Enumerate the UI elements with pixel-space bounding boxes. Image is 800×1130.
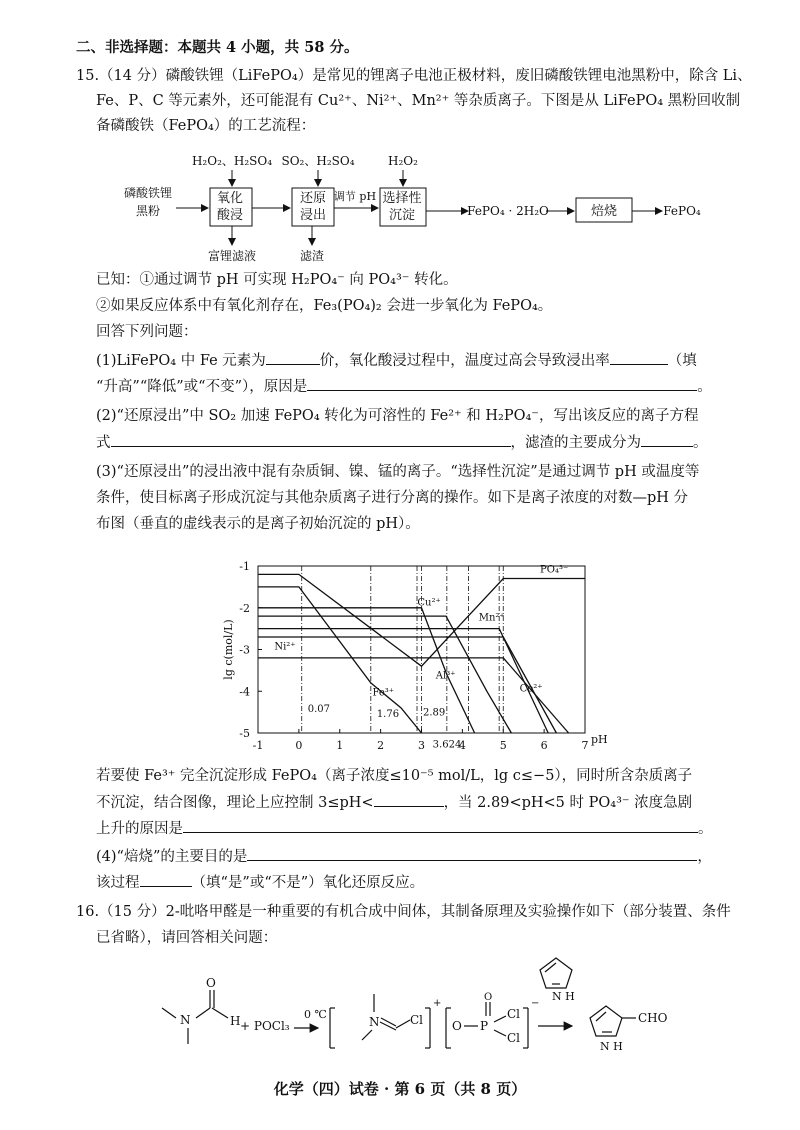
threshold-annotation: 0.07 bbox=[307, 704, 331, 716]
q15-part2-text-b: 式 bbox=[96, 435, 111, 451]
flow-reagent2: SO₂、H₂SO₄ bbox=[281, 154, 355, 168]
q15-part3-line2: 条件，使目标离子形成沉淀与其他杂质离子进行分离的操作。如下是离子浓度的对数—pH 分 bbox=[96, 490, 689, 506]
pyrrole-reagent-nh-label: N H bbox=[552, 990, 575, 1003]
q15-part3-line6: 上升的原因是 。 bbox=[96, 818, 713, 839]
flow-box2-line2: 浸出 bbox=[299, 208, 327, 223]
section-title: 二、非选择题：本题共 4 小题，共 58 分。 bbox=[76, 39, 359, 56]
flow-reagent3: H₂O₂ bbox=[388, 154, 418, 168]
series-label: Ni²⁺ bbox=[274, 641, 296, 653]
q16-intro-line1: 16.（15 分）2-吡咯甲醛是一种重要的有机合成中间体，其制备原理及实验操作如下（部分装置、条件 bbox=[76, 904, 731, 920]
threshold-annotation: 2.89 bbox=[423, 707, 446, 719]
flow-box2-line1: 还原 bbox=[299, 191, 327, 206]
x-tick-label: 5 bbox=[499, 739, 507, 752]
y-tick-label: -3 bbox=[239, 643, 250, 657]
flow-reagent1: H₂O₂、H₂SO₄ bbox=[191, 154, 273, 168]
series-label: Cu²⁺ bbox=[417, 597, 441, 609]
anion-charge: − bbox=[531, 998, 540, 1009]
q15-part3-text-g: 上升的原因是 bbox=[96, 821, 183, 837]
flow-output1: 富锂滤液 bbox=[207, 249, 257, 263]
q15-part1-text-c: （填 bbox=[667, 353, 697, 369]
flow-product1: FePO₄ · 2H₂O bbox=[467, 204, 549, 218]
cation-charge: + bbox=[433, 998, 442, 1009]
q15-part4-text-b: 该过程 bbox=[96, 875, 140, 891]
flow-input-line2: 黑粉 bbox=[135, 204, 161, 218]
series-label: Co²⁺ bbox=[519, 683, 543, 695]
x-tick-label: 2 bbox=[377, 739, 385, 752]
q15-answer-prompt: 回答下列问题： bbox=[96, 324, 198, 340]
q15-part3-text-e: 不沉淀，结合图像，理论上应控制 3≤pH< bbox=[96, 795, 374, 811]
q15-part2-text-c: ，滤渣的主要成分为 bbox=[510, 435, 641, 451]
flow-adjust-ph: 调节 pH bbox=[333, 190, 377, 203]
flow-output2: 滤渣 bbox=[299, 249, 325, 263]
dmf-n-label: N bbox=[180, 1013, 191, 1027]
q15-known2: ②如果反应体系中有氧化剂存在，Fe₃(PO₄)₂ 会进一步氧化为 FePO₄。 bbox=[96, 298, 553, 314]
q15-part1-text-b: 价，氧化酸浸过程中，温度过高会导致浸出率 bbox=[319, 353, 610, 369]
series-label: Al³⁺ bbox=[435, 670, 456, 682]
x-axis-label: pH bbox=[591, 733, 608, 746]
dmf-o-label: O bbox=[206, 976, 216, 990]
y-tick-label: -2 bbox=[239, 601, 250, 615]
threshold-annotation: 1.76 bbox=[376, 709, 400, 721]
q15-part1-text-d: “升高”“降低”或“不变”），原因是 bbox=[96, 379, 308, 395]
q15-part3-line1: (3)“还原浸出”的浸出液中混有杂质铜、镍、锰的离子。“选择性沉淀”是通过调节 pH 或温度等 bbox=[96, 464, 700, 480]
flow-box4: 焙烧 bbox=[590, 204, 618, 219]
anion-cl2-label: Cl bbox=[507, 1031, 521, 1045]
q15-part2-line1: (2)“还原浸出”中 SO₂ 加速 FePO₄ 转化为可溶性的 Fe²⁺ 和 H₂PO₄⁻，写出该反应的离子方程 bbox=[96, 408, 699, 424]
series-label: PO₄³⁻ bbox=[540, 564, 569, 576]
q15-part3-line3: 布图（垂直的虚线表示的是离子初始沉淀的 pH）。 bbox=[96, 516, 420, 532]
q16-intro-line2: 已省略），请回答相关问题： bbox=[96, 930, 278, 946]
dmf-h-label: H bbox=[230, 1014, 241, 1028]
q15-known1: 已知：①通过调节 pH 可实现 H₂PO₄⁻ 向 PO₄³⁻ 转化。 bbox=[96, 272, 458, 288]
flow-box1-line2: 酸浸 bbox=[216, 208, 244, 223]
q15-part3-line4: 若要使 Fe³⁺ 完全沉淀形成 FePO₄（离子浓度≤10⁻⁵ mol/L，lg c≤−5），同时所含杂质离子 bbox=[96, 768, 693, 784]
page-footer: 化学（四）试卷 · 第 6 页（共 8 页） bbox=[273, 1080, 527, 1098]
y-axis-label: lg c(mol/L) bbox=[222, 619, 235, 680]
x-tick-label: 1 bbox=[336, 739, 344, 752]
q15-part1-text-a: (1)LiFePO₄ 中 Fe 元素为 bbox=[96, 353, 266, 369]
q15-part2-line2: 式 ，滤渣的主要成分为 。 bbox=[96, 432, 708, 453]
y-tick-label: -1 bbox=[239, 560, 250, 573]
x-tick-label: 0 bbox=[295, 739, 303, 752]
x-tick-label: 3 bbox=[418, 739, 425, 752]
threshold-annotation: 3.624 bbox=[432, 739, 462, 751]
q15-intro-line1: 15.（14 分）磷酸铁锂（LiFePO₄）是常见的锂离子电池正极材料，废旧磷酸铁锂电池黑粉中，除含 Li、 bbox=[76, 68, 752, 84]
flow-box3-line1: 选择性 bbox=[382, 191, 422, 206]
y-tick-label: -4 bbox=[239, 685, 250, 699]
flow-box3-line2: 沉淀 bbox=[388, 208, 416, 223]
flow-input-line1: 磷酸铁锂 bbox=[123, 186, 173, 200]
product-cho-label: CHO bbox=[638, 1011, 668, 1025]
x-tick-label: -1 bbox=[252, 739, 264, 752]
anion-p-label: P bbox=[480, 1019, 489, 1033]
product-nh-label: N H bbox=[600, 1040, 623, 1053]
anion-double-o-label: O bbox=[484, 992, 493, 1003]
q15-part1-line2: “升高”“降低”或“不变”），原因是 。 bbox=[96, 376, 712, 397]
x-tick-label: 6 bbox=[540, 739, 548, 752]
pocl3-reagent: + POCl₃ bbox=[240, 1019, 290, 1033]
q15-part4-text-c: （填“是”或“不是”）氧化还原反应。 bbox=[191, 875, 425, 891]
iminium-n-label: N bbox=[369, 1015, 380, 1029]
flow-box1-line1: 氧化 bbox=[216, 191, 244, 206]
series-label: Fe³⁺ bbox=[372, 687, 395, 699]
q15-intro-line2: Fe、P、C 等元素外，还可能混有 Cu²⁺、Ni²⁺、Mn²⁺ 等杂质离子。下图是从 LiFePO₄ 黑粉回收制 bbox=[96, 93, 741, 109]
iminium-cl-label: Cl bbox=[410, 1013, 424, 1027]
anion-o-label: O bbox=[452, 1019, 462, 1033]
series-label: Mn²⁺ bbox=[478, 612, 505, 624]
reaction-condition: 0 ℃ bbox=[304, 1008, 327, 1021]
x-tick-label: 7 bbox=[581, 739, 589, 752]
x-tick-label: 4 bbox=[458, 739, 466, 752]
q15-intro-line3: 备磷酸铁（FePO₄）的工艺流程： bbox=[96, 118, 316, 134]
y-tick-label: -5 bbox=[239, 727, 250, 740]
anion-cl1-label: Cl bbox=[507, 1007, 521, 1021]
q15-part3-text-f: ，当 2.89<pH<5 时 PO₄³⁻ 浓度急剧 bbox=[443, 795, 693, 811]
q15-part4-line1: (4)“焙烧”的主要目的是 ， bbox=[96, 846, 712, 867]
q15-part4-text-a: (4)“焙烧”的主要目的是 bbox=[96, 849, 248, 865]
flow-product2: FePO₄ bbox=[663, 204, 701, 218]
